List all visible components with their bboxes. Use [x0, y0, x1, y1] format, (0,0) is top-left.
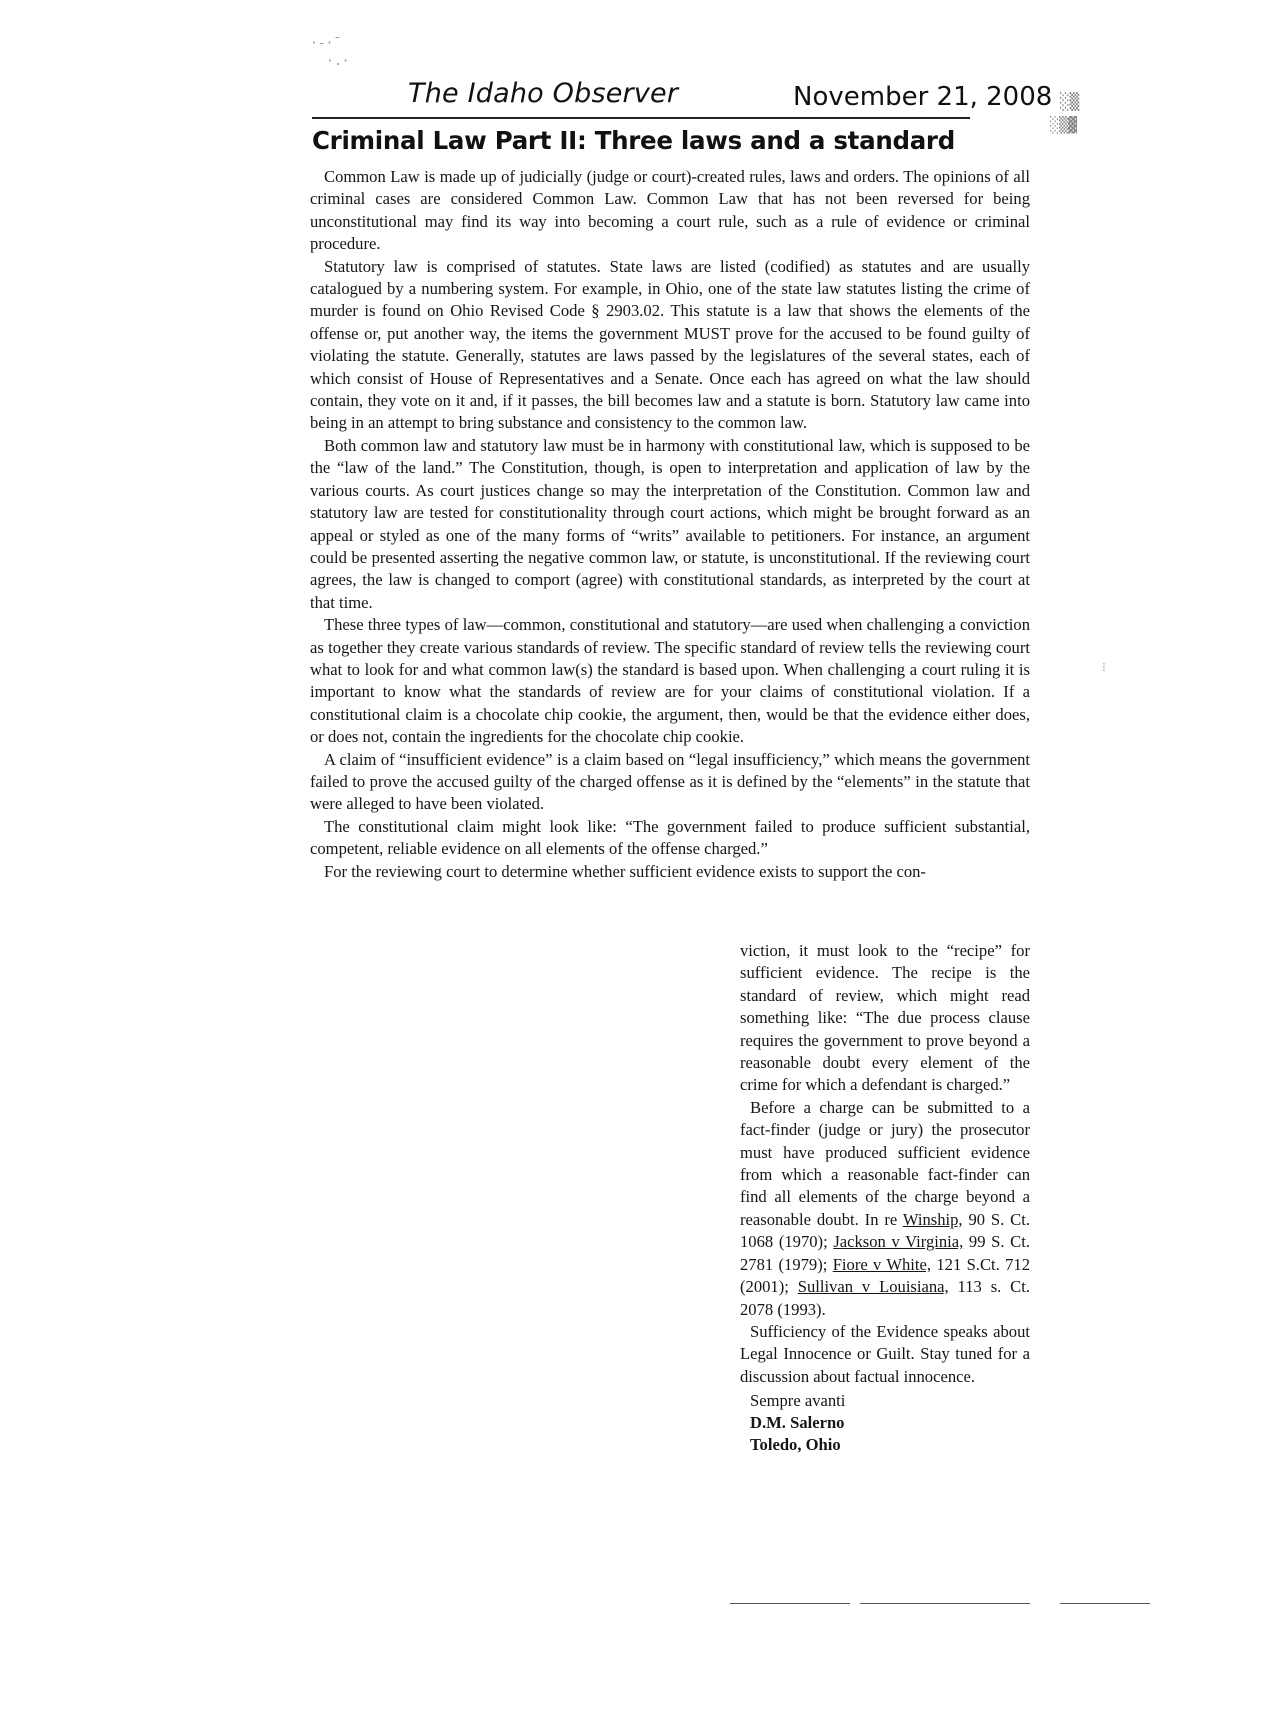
citation-fiore: Fiore v White, — [832, 1254, 932, 1274]
citation-sullivan: Sullivan v Louisiana, — [797, 1277, 949, 1297]
citation-winship: Winship, — [902, 1209, 963, 1229]
scan-dash — [730, 1603, 850, 1604]
citation-sullivan-ref: 113 s. Ct. 2078 (1993). — [740, 1277, 1031, 1319]
citation-prefix: In re — [864, 1209, 903, 1229]
citation-fiore-ref: 121 S.Ct. 712 (2001); — [740, 1254, 1030, 1297]
column-fact-finder-text: Before a charge can be submitted to a fact-finder (judge or jury) the prosecutor must have produced sufficient evidence from which a reasonable fact-finder can find all elements of the charge beyond a reasonable doubt. — [740, 1097, 1030, 1229]
citation-jackson: Jackson v Virginia, — [833, 1232, 964, 1252]
article-right-column — [740, 940, 1030, 1456]
scan-dash — [1060, 1603, 1150, 1604]
column-continuation: viction, it must look to the “recipe” for sufficient evidence. The recipe is the standard of review, which might read something like: “The due process clause requires the government to prove beyond a reasonable doubt every element of the crime for which a defendant is charged.” — [740, 941, 1030, 1095]
signoff — [750, 1390, 1030, 1456]
publication-name: The Idaho Observer — [408, 78, 679, 109]
signoff-author: D.M. Salerno — [750, 1413, 845, 1433]
scan-speck: ░▒▓ — [1050, 116, 1078, 134]
citation-winship-ref: 90 S. Ct. 1068 (1970); — [740, 1209, 1030, 1252]
scan-dash — [860, 1603, 1030, 1604]
paragraph-standards-of-review: These three types of law—common, constitutional and statutory—are used when challenging a conviction as together they create various standards of review. The specific standard of review tells the reviewing court what to look for and what common law(s) the standard is based upon. When challenging a court ruling it is important to know what the standards of review are for your claims of constitutional violation. If a constitutional claim is a chocolate chip cookie, the argument, then, would be that the evidence either does, or does not, contain the ingredients for the chocolate chip cookie. — [310, 615, 1030, 747]
article-body — [310, 166, 1030, 883]
scan-speck: ·‐·ˉ — [310, 36, 342, 51]
paragraph-constitutional-law: Both common law and statutory law must be in harmony with constitutional law, which is supposed to be the “law of the land.” The Constitution, though, is open to interpretation and application of law by the various courts. As court justices change so may the interpretation of the Constitution. Common law and statutory law are tested for constitutionality through court actions, which might be brought forward as an appeal or styled as one of the many forms of “writs” available to petitioners. For instance, an argument could be presented asserting the negative common law, or statute, is unconstitutional. If the reviewing court agrees, the law is changed to comport (agree) with constitutional standards, as interpreted by the court at that time. — [310, 435, 1030, 612]
paragraph-common-law: Common Law is made up of judicially (judge or court)-created rules, laws and orders. The opinions of all criminal cases are considered Common Law. Common Law that has not been reversed for being unconstitutional may find its way into becoming a court rule, such as a rule of evidence or criminal procedure. — [310, 167, 1030, 254]
scan-speck: ⁝ — [1102, 660, 1106, 674]
signoff-closing: Sempre avanti — [750, 1391, 846, 1411]
scan-speck: ░▒ — [1060, 92, 1080, 111]
header-rule — [312, 117, 970, 119]
paragraph-constitutional-claim: The constitutional claim might look like: “The government failed to produce sufficient substantial, competent, reliable evidence on all elements of the offense charged.” — [310, 816, 1030, 859]
paragraph-insufficient-evidence: A claim of “insufficient evidence” is a claim based on “legal insufficiency,” which means the government failed to prove the accused guilty of the charged offense as it is defined by the “elements” in the statute that were alleged to have been violated. — [310, 749, 1030, 814]
scan-speck: ·.· — [326, 54, 350, 69]
publication-date: November 21, 2008 — [793, 82, 1053, 112]
signoff-location: Toledo, Ohio — [750, 1435, 841, 1455]
citation-jackson-ref: 99 S. Ct. 2781 (1979); — [740, 1232, 1030, 1274]
paragraph-statutory-law: Statutory law is comprised of statutes. State laws are listed (codified) as statutes and are usually catalogued by a numbering system. For example, in Ohio, one of the state law statutes listing the crime of murder is found on Ohio Revised Code § 2903.02. This statute is a law that shows the elements of the offense or, put another way, the items the government MUST prove for the accused to be found guilty of violating the statute. Generally, statutes are laws passed by the legislatures of the several states, each of which consist of House of Representatives and a Senate. Once each has agreed on what the law should contain, they vote on it and, if it passes, the bill becomes law and a statute is born. Statutory law came into being in an attempt to bring substance and consistency to the common law. — [310, 256, 1030, 433]
column-fact-finder — [740, 1097, 1030, 1321]
column-sufficiency: Sufficiency of the Evidence speaks about Legal Innocence or Guilt. Stay tuned for a discussion about factual innocence. — [740, 1321, 1030, 1386]
paragraph-reviewing-court: For the reviewing court to determine whether sufficient evidence exists to support the con- — [324, 861, 926, 881]
article-title: Criminal Law Part II: Three laws and a standard — [312, 126, 955, 155]
